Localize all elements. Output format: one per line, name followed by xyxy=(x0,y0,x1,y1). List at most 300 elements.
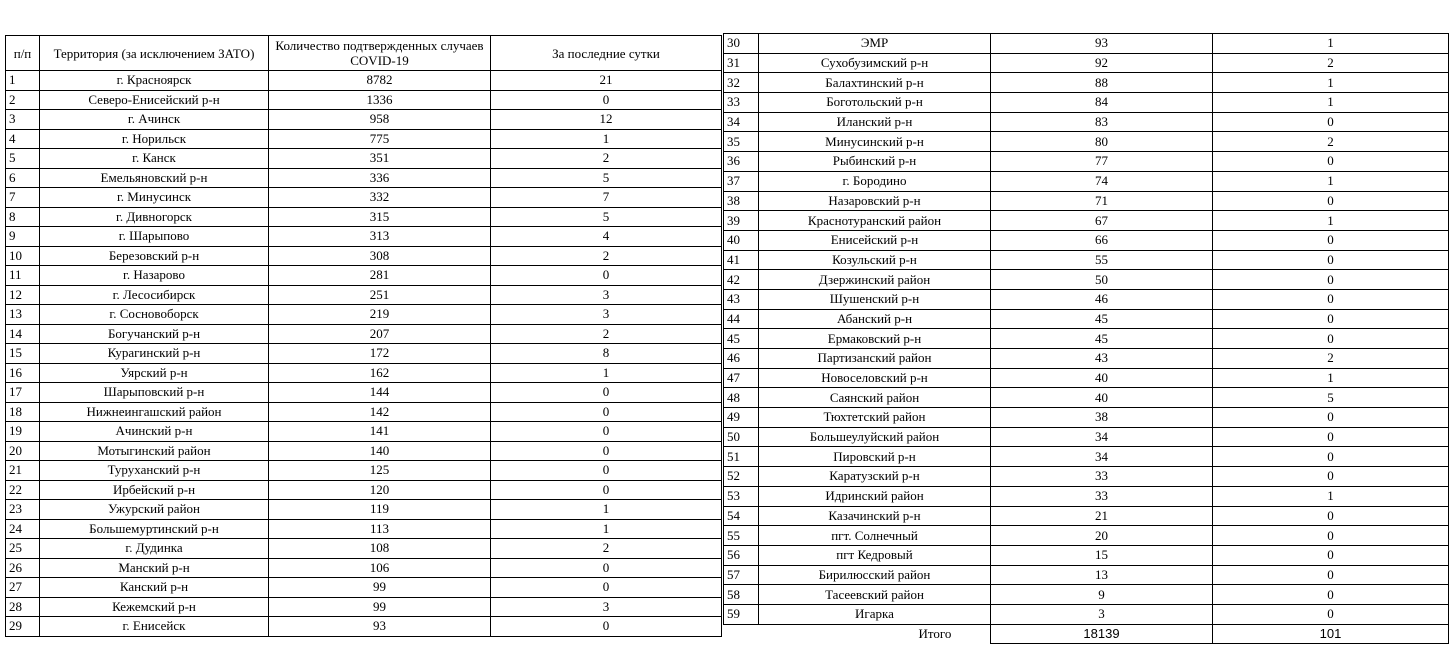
row-number: 19 xyxy=(6,422,40,442)
row-number: 40 xyxy=(724,230,759,250)
row-number: 14 xyxy=(6,324,40,344)
table-row xyxy=(724,230,1449,250)
row-cases: 45 xyxy=(991,329,1213,349)
row-cases: 38 xyxy=(991,408,1213,428)
row-number: 38 xyxy=(724,191,759,211)
row-territory: г. Дудинка xyxy=(40,539,269,559)
row-cases: 20 xyxy=(991,526,1213,546)
row-cases: 21 xyxy=(991,506,1213,526)
table-row xyxy=(724,171,1449,191)
row-number: 15 xyxy=(6,344,40,364)
row-number: 6 xyxy=(6,168,40,188)
row-territory: Шарыповский р-н xyxy=(40,383,269,403)
row-number: 11 xyxy=(6,266,40,286)
row-cases: 46 xyxy=(991,289,1213,309)
row-last-day: 1 xyxy=(1213,171,1449,191)
table-row xyxy=(6,558,722,578)
row-number: 54 xyxy=(724,506,759,526)
row-number: 35 xyxy=(724,132,759,152)
row-territory: Канский р-н xyxy=(40,578,269,598)
total-label: Итого xyxy=(724,624,991,644)
table-row xyxy=(724,132,1449,152)
row-cases: 34 xyxy=(991,447,1213,467)
row-cases: 207 xyxy=(269,324,491,344)
row-number: 50 xyxy=(724,427,759,447)
table-row xyxy=(724,545,1449,565)
row-territory: Кежемский р-н xyxy=(40,597,269,617)
row-number: 30 xyxy=(724,34,759,54)
table-row xyxy=(6,168,722,188)
row-territory: Большеулуйский район xyxy=(759,427,991,447)
table-row xyxy=(724,152,1449,172)
header-number: п/п xyxy=(6,36,40,71)
row-last-day: 1 xyxy=(491,363,722,383)
row-cases: 219 xyxy=(269,305,491,325)
table-row xyxy=(724,604,1449,624)
table-row xyxy=(724,73,1449,93)
row-cases: 308 xyxy=(269,246,491,266)
row-number: 34 xyxy=(724,112,759,132)
row-territory: Нижнеингашский район xyxy=(40,402,269,422)
row-last-day: 5 xyxy=(1213,388,1449,408)
table-row xyxy=(724,34,1449,54)
row-number: 37 xyxy=(724,171,759,191)
row-last-day: 0 xyxy=(1213,250,1449,270)
row-cases: 84 xyxy=(991,93,1213,113)
row-territory: Краснотуранский район xyxy=(759,211,991,231)
row-territory: Иланский р-н xyxy=(759,112,991,132)
table-row xyxy=(724,526,1449,546)
row-number: 20 xyxy=(6,441,40,461)
row-last-day: 0 xyxy=(491,402,722,422)
table-row xyxy=(6,90,722,110)
row-territory: Новоселовский р-н xyxy=(759,368,991,388)
table-row xyxy=(6,71,722,91)
row-last-day: 0 xyxy=(491,441,722,461)
row-territory: Тасеевский район xyxy=(759,585,991,605)
table-row xyxy=(6,383,722,403)
row-last-day: 0 xyxy=(1213,447,1449,467)
row-territory: Шушенский р-н xyxy=(759,289,991,309)
table-row xyxy=(724,309,1449,329)
row-number: 5 xyxy=(6,149,40,169)
row-cases: 775 xyxy=(269,129,491,149)
row-territory: Мотыгинский район xyxy=(40,441,269,461)
row-territory: Туруханский р-н xyxy=(40,461,269,481)
row-cases: 13 xyxy=(991,565,1213,585)
total-last-day: 101 xyxy=(1213,624,1449,644)
table-row xyxy=(724,349,1449,369)
row-number: 8 xyxy=(6,207,40,227)
header-last-day: За последние сутки xyxy=(491,36,722,71)
row-last-day: 0 xyxy=(491,480,722,500)
row-last-day: 0 xyxy=(491,383,722,403)
row-territory: Дзержинский район xyxy=(759,270,991,290)
table-row xyxy=(6,305,722,325)
row-territory: г. Бородино xyxy=(759,171,991,191)
row-cases: 77 xyxy=(991,152,1213,172)
row-territory: Идринский район xyxy=(759,486,991,506)
table-row xyxy=(6,539,722,559)
row-cases: 140 xyxy=(269,441,491,461)
table-row xyxy=(724,467,1449,487)
table-row xyxy=(6,227,722,247)
row-last-day: 0 xyxy=(1213,270,1449,290)
row-number: 36 xyxy=(724,152,759,172)
row-last-day: 0 xyxy=(1213,526,1449,546)
row-last-day: 0 xyxy=(1213,329,1449,349)
row-cases: 119 xyxy=(269,500,491,520)
row-cases: 9 xyxy=(991,585,1213,605)
row-territory: г. Лесосибирск xyxy=(40,285,269,305)
row-cases: 351 xyxy=(269,149,491,169)
row-number: 43 xyxy=(724,289,759,309)
row-territory: г. Ачинск xyxy=(40,110,269,130)
row-number: 33 xyxy=(724,93,759,113)
table-row xyxy=(6,285,722,305)
row-territory: Партизанский район xyxy=(759,349,991,369)
row-territory: Уярский р-н xyxy=(40,363,269,383)
row-last-day: 0 xyxy=(1213,408,1449,428)
row-last-day: 0 xyxy=(1213,585,1449,605)
table-row xyxy=(724,53,1449,73)
row-territory: г. Шарыпово xyxy=(40,227,269,247)
row-last-day: 0 xyxy=(491,422,722,442)
row-territory: Ермаковский р-н xyxy=(759,329,991,349)
table-row xyxy=(6,519,722,539)
row-territory: Большемуртинский р-н xyxy=(40,519,269,539)
row-last-day: 0 xyxy=(1213,191,1449,211)
table-row xyxy=(6,246,722,266)
right-data-table xyxy=(723,33,1449,644)
row-number: 24 xyxy=(6,519,40,539)
row-number: 23 xyxy=(6,500,40,520)
table-row xyxy=(6,402,722,422)
row-last-day: 0 xyxy=(1213,289,1449,309)
row-cases: 281 xyxy=(269,266,491,286)
table-row xyxy=(724,289,1449,309)
row-territory: Саянский район xyxy=(759,388,991,408)
row-cases: 43 xyxy=(991,349,1213,369)
row-cases: 15 xyxy=(991,545,1213,565)
table-row xyxy=(6,617,722,637)
row-territory: г. Енисейск xyxy=(40,617,269,637)
row-cases: 958 xyxy=(269,110,491,130)
table-row xyxy=(6,266,722,286)
row-last-day: 1 xyxy=(1213,368,1449,388)
row-cases: 144 xyxy=(269,383,491,403)
row-number: 44 xyxy=(724,309,759,329)
row-territory: Богучанский р-н xyxy=(40,324,269,344)
table-row xyxy=(724,427,1449,447)
table-row xyxy=(724,506,1449,526)
row-last-day: 2 xyxy=(1213,132,1449,152)
row-number: 32 xyxy=(724,73,759,93)
row-territory: Каратузский р-н xyxy=(759,467,991,487)
row-last-day: 2 xyxy=(491,539,722,559)
row-number: 22 xyxy=(6,480,40,500)
row-cases: 113 xyxy=(269,519,491,539)
row-number: 47 xyxy=(724,368,759,388)
row-cases: 336 xyxy=(269,168,491,188)
row-territory: Емельяновский р-н xyxy=(40,168,269,188)
row-last-day: 5 xyxy=(491,207,722,227)
row-cases: 120 xyxy=(269,480,491,500)
row-number: 27 xyxy=(6,578,40,598)
row-number: 59 xyxy=(724,604,759,624)
row-number: 9 xyxy=(6,227,40,247)
row-cases: 34 xyxy=(991,427,1213,447)
row-number: 53 xyxy=(724,486,759,506)
row-cases: 3 xyxy=(991,604,1213,624)
row-territory: Тюхтетский район xyxy=(759,408,991,428)
row-last-day: 1 xyxy=(1213,486,1449,506)
row-number: 48 xyxy=(724,388,759,408)
row-number: 45 xyxy=(724,329,759,349)
row-territory: Ужурский район xyxy=(40,500,269,520)
row-cases: 50 xyxy=(991,270,1213,290)
row-cases: 332 xyxy=(269,188,491,208)
row-last-day: 0 xyxy=(491,266,722,286)
table-row xyxy=(6,578,722,598)
row-number: 25 xyxy=(6,539,40,559)
row-territory: Манский р-н xyxy=(40,558,269,578)
table-row xyxy=(6,363,722,383)
row-number: 31 xyxy=(724,53,759,73)
row-territory: пгт. Солнечный xyxy=(759,526,991,546)
row-cases: 88 xyxy=(991,73,1213,93)
row-cases: 93 xyxy=(269,617,491,637)
row-last-day: 12 xyxy=(491,110,722,130)
row-territory: Ачинский р-н xyxy=(40,422,269,442)
row-last-day: 0 xyxy=(1213,565,1449,585)
table-row xyxy=(6,441,722,461)
row-cases: 108 xyxy=(269,539,491,559)
table-row xyxy=(6,110,722,130)
row-last-day: 1 xyxy=(491,129,722,149)
row-territory: г. Минусинск xyxy=(40,188,269,208)
row-cases: 66 xyxy=(991,230,1213,250)
row-number: 56 xyxy=(724,545,759,565)
table-row xyxy=(6,597,722,617)
row-number: 2 xyxy=(6,90,40,110)
row-territory: Березовский р-н xyxy=(40,246,269,266)
header-territory: Территория (за исключением ЗАТО) xyxy=(40,36,269,71)
table-row xyxy=(6,188,722,208)
row-last-day: 0 xyxy=(1213,467,1449,487)
row-cases: 8782 xyxy=(269,71,491,91)
row-territory: Игарка xyxy=(759,604,991,624)
row-last-day: 7 xyxy=(491,188,722,208)
row-territory: Казачинский р-н xyxy=(759,506,991,526)
row-territory: ЭМР xyxy=(759,34,991,54)
row-last-day: 0 xyxy=(491,90,722,110)
row-last-day: 1 xyxy=(1213,34,1449,54)
row-last-day: 0 xyxy=(1213,309,1449,329)
row-cases: 71 xyxy=(991,191,1213,211)
row-territory: Назаровский р-н xyxy=(759,191,991,211)
row-cases: 55 xyxy=(991,250,1213,270)
row-cases: 74 xyxy=(991,171,1213,191)
row-cases: 67 xyxy=(991,211,1213,231)
row-cases: 80 xyxy=(991,132,1213,152)
row-number: 51 xyxy=(724,447,759,467)
row-last-day: 2 xyxy=(491,324,722,344)
row-number: 41 xyxy=(724,250,759,270)
table-row xyxy=(724,408,1449,428)
row-territory: г. Назарово xyxy=(40,266,269,286)
row-number: 39 xyxy=(724,211,759,231)
row-territory: г. Норильск xyxy=(40,129,269,149)
row-territory: Козульский р-н xyxy=(759,250,991,270)
table-row xyxy=(724,93,1449,113)
row-cases: 33 xyxy=(991,467,1213,487)
table-row xyxy=(6,207,722,227)
table-row xyxy=(724,270,1449,290)
row-number: 49 xyxy=(724,408,759,428)
row-last-day: 5 xyxy=(491,168,722,188)
table-row xyxy=(724,191,1449,211)
row-number: 58 xyxy=(724,585,759,605)
row-last-day: 2 xyxy=(1213,349,1449,369)
table-row xyxy=(724,250,1449,270)
row-cases: 83 xyxy=(991,112,1213,132)
row-last-day: 1 xyxy=(491,500,722,520)
row-number: 12 xyxy=(6,285,40,305)
row-last-day: 3 xyxy=(491,285,722,305)
table-row xyxy=(724,211,1449,231)
row-cases: 99 xyxy=(269,597,491,617)
table-row xyxy=(6,129,722,149)
row-last-day: 3 xyxy=(491,597,722,617)
row-number: 18 xyxy=(6,402,40,422)
row-last-day: 0 xyxy=(491,578,722,598)
row-territory: Ирбейский р-н xyxy=(40,480,269,500)
row-number: 26 xyxy=(6,558,40,578)
table-row xyxy=(6,500,722,520)
row-number: 57 xyxy=(724,565,759,585)
row-number: 46 xyxy=(724,349,759,369)
row-cases: 40 xyxy=(991,368,1213,388)
table-row xyxy=(724,447,1449,467)
row-cases: 92 xyxy=(991,53,1213,73)
table-row xyxy=(724,112,1449,132)
row-cases: 45 xyxy=(991,309,1213,329)
row-number: 29 xyxy=(6,617,40,637)
table-row xyxy=(6,461,722,481)
row-last-day: 0 xyxy=(1213,152,1449,172)
row-last-day: 21 xyxy=(491,71,722,91)
row-number: 52 xyxy=(724,467,759,487)
row-last-day: 1 xyxy=(491,519,722,539)
header-cases: Количество подтвержденных случаев COVID-19 xyxy=(269,36,491,71)
row-number: 21 xyxy=(6,461,40,481)
row-number: 3 xyxy=(6,110,40,130)
row-cases: 99 xyxy=(269,578,491,598)
total-row xyxy=(724,624,1449,644)
row-cases: 141 xyxy=(269,422,491,442)
row-last-day: 0 xyxy=(1213,427,1449,447)
table-row xyxy=(724,565,1449,585)
row-last-day: 2 xyxy=(1213,53,1449,73)
row-number: 7 xyxy=(6,188,40,208)
row-number: 42 xyxy=(724,270,759,290)
row-territory: Северо-Енисейский р-н xyxy=(40,90,269,110)
row-last-day: 1 xyxy=(1213,211,1449,231)
row-territory: г. Канск xyxy=(40,149,269,169)
row-last-day: 4 xyxy=(491,227,722,247)
row-cases: 93 xyxy=(991,34,1213,54)
row-cases: 106 xyxy=(269,558,491,578)
row-territory: Балахтинский р-н xyxy=(759,73,991,93)
row-number: 16 xyxy=(6,363,40,383)
table-row xyxy=(6,324,722,344)
row-number: 17 xyxy=(6,383,40,403)
row-territory: Рыбинский р-н xyxy=(759,152,991,172)
row-number: 28 xyxy=(6,597,40,617)
row-last-day: 0 xyxy=(1213,230,1449,250)
row-cases: 125 xyxy=(269,461,491,481)
row-cases: 172 xyxy=(269,344,491,364)
row-territory: Боготольский р-н xyxy=(759,93,991,113)
table-row xyxy=(6,149,722,169)
table-row xyxy=(6,422,722,442)
row-cases: 313 xyxy=(269,227,491,247)
total-cases: 18139 xyxy=(991,624,1213,644)
row-territory: г. Дивногорск xyxy=(40,207,269,227)
row-last-day: 0 xyxy=(491,558,722,578)
row-territory: г. Красноярск xyxy=(40,71,269,91)
row-last-day: 0 xyxy=(1213,545,1449,565)
row-last-day: 2 xyxy=(491,246,722,266)
row-territory: пгт Кедровый xyxy=(759,545,991,565)
row-cases: 1336 xyxy=(269,90,491,110)
row-territory: Минусинский р-н xyxy=(759,132,991,152)
row-last-day: 2 xyxy=(491,149,722,169)
row-last-day: 1 xyxy=(1213,73,1449,93)
row-last-day: 0 xyxy=(1213,112,1449,132)
row-territory: Бирилюсский район xyxy=(759,565,991,585)
table-row xyxy=(724,585,1449,605)
row-territory: Абанский р-н xyxy=(759,309,991,329)
table-row xyxy=(724,486,1449,506)
row-number: 10 xyxy=(6,246,40,266)
row-territory: Курагинский р-н xyxy=(40,344,269,364)
row-cases: 33 xyxy=(991,486,1213,506)
row-territory: г. Сосновоборск xyxy=(40,305,269,325)
table-row xyxy=(724,368,1449,388)
row-cases: 315 xyxy=(269,207,491,227)
row-last-day: 0 xyxy=(1213,506,1449,526)
table-row xyxy=(724,329,1449,349)
table-row xyxy=(6,344,722,364)
row-last-day: 0 xyxy=(491,461,722,481)
table-header-row xyxy=(6,36,722,71)
row-territory: Енисейский р-н xyxy=(759,230,991,250)
row-cases: 251 xyxy=(269,285,491,305)
table-row xyxy=(6,480,722,500)
row-last-day: 1 xyxy=(1213,93,1449,113)
row-last-day: 8 xyxy=(491,344,722,364)
left-data-table xyxy=(5,35,722,637)
row-territory: Сухобузимский р-н xyxy=(759,53,991,73)
row-number: 55 xyxy=(724,526,759,546)
row-cases: 142 xyxy=(269,402,491,422)
row-cases: 162 xyxy=(269,363,491,383)
row-territory: Пировский р-н xyxy=(759,447,991,467)
table-row xyxy=(724,388,1449,408)
row-number: 4 xyxy=(6,129,40,149)
